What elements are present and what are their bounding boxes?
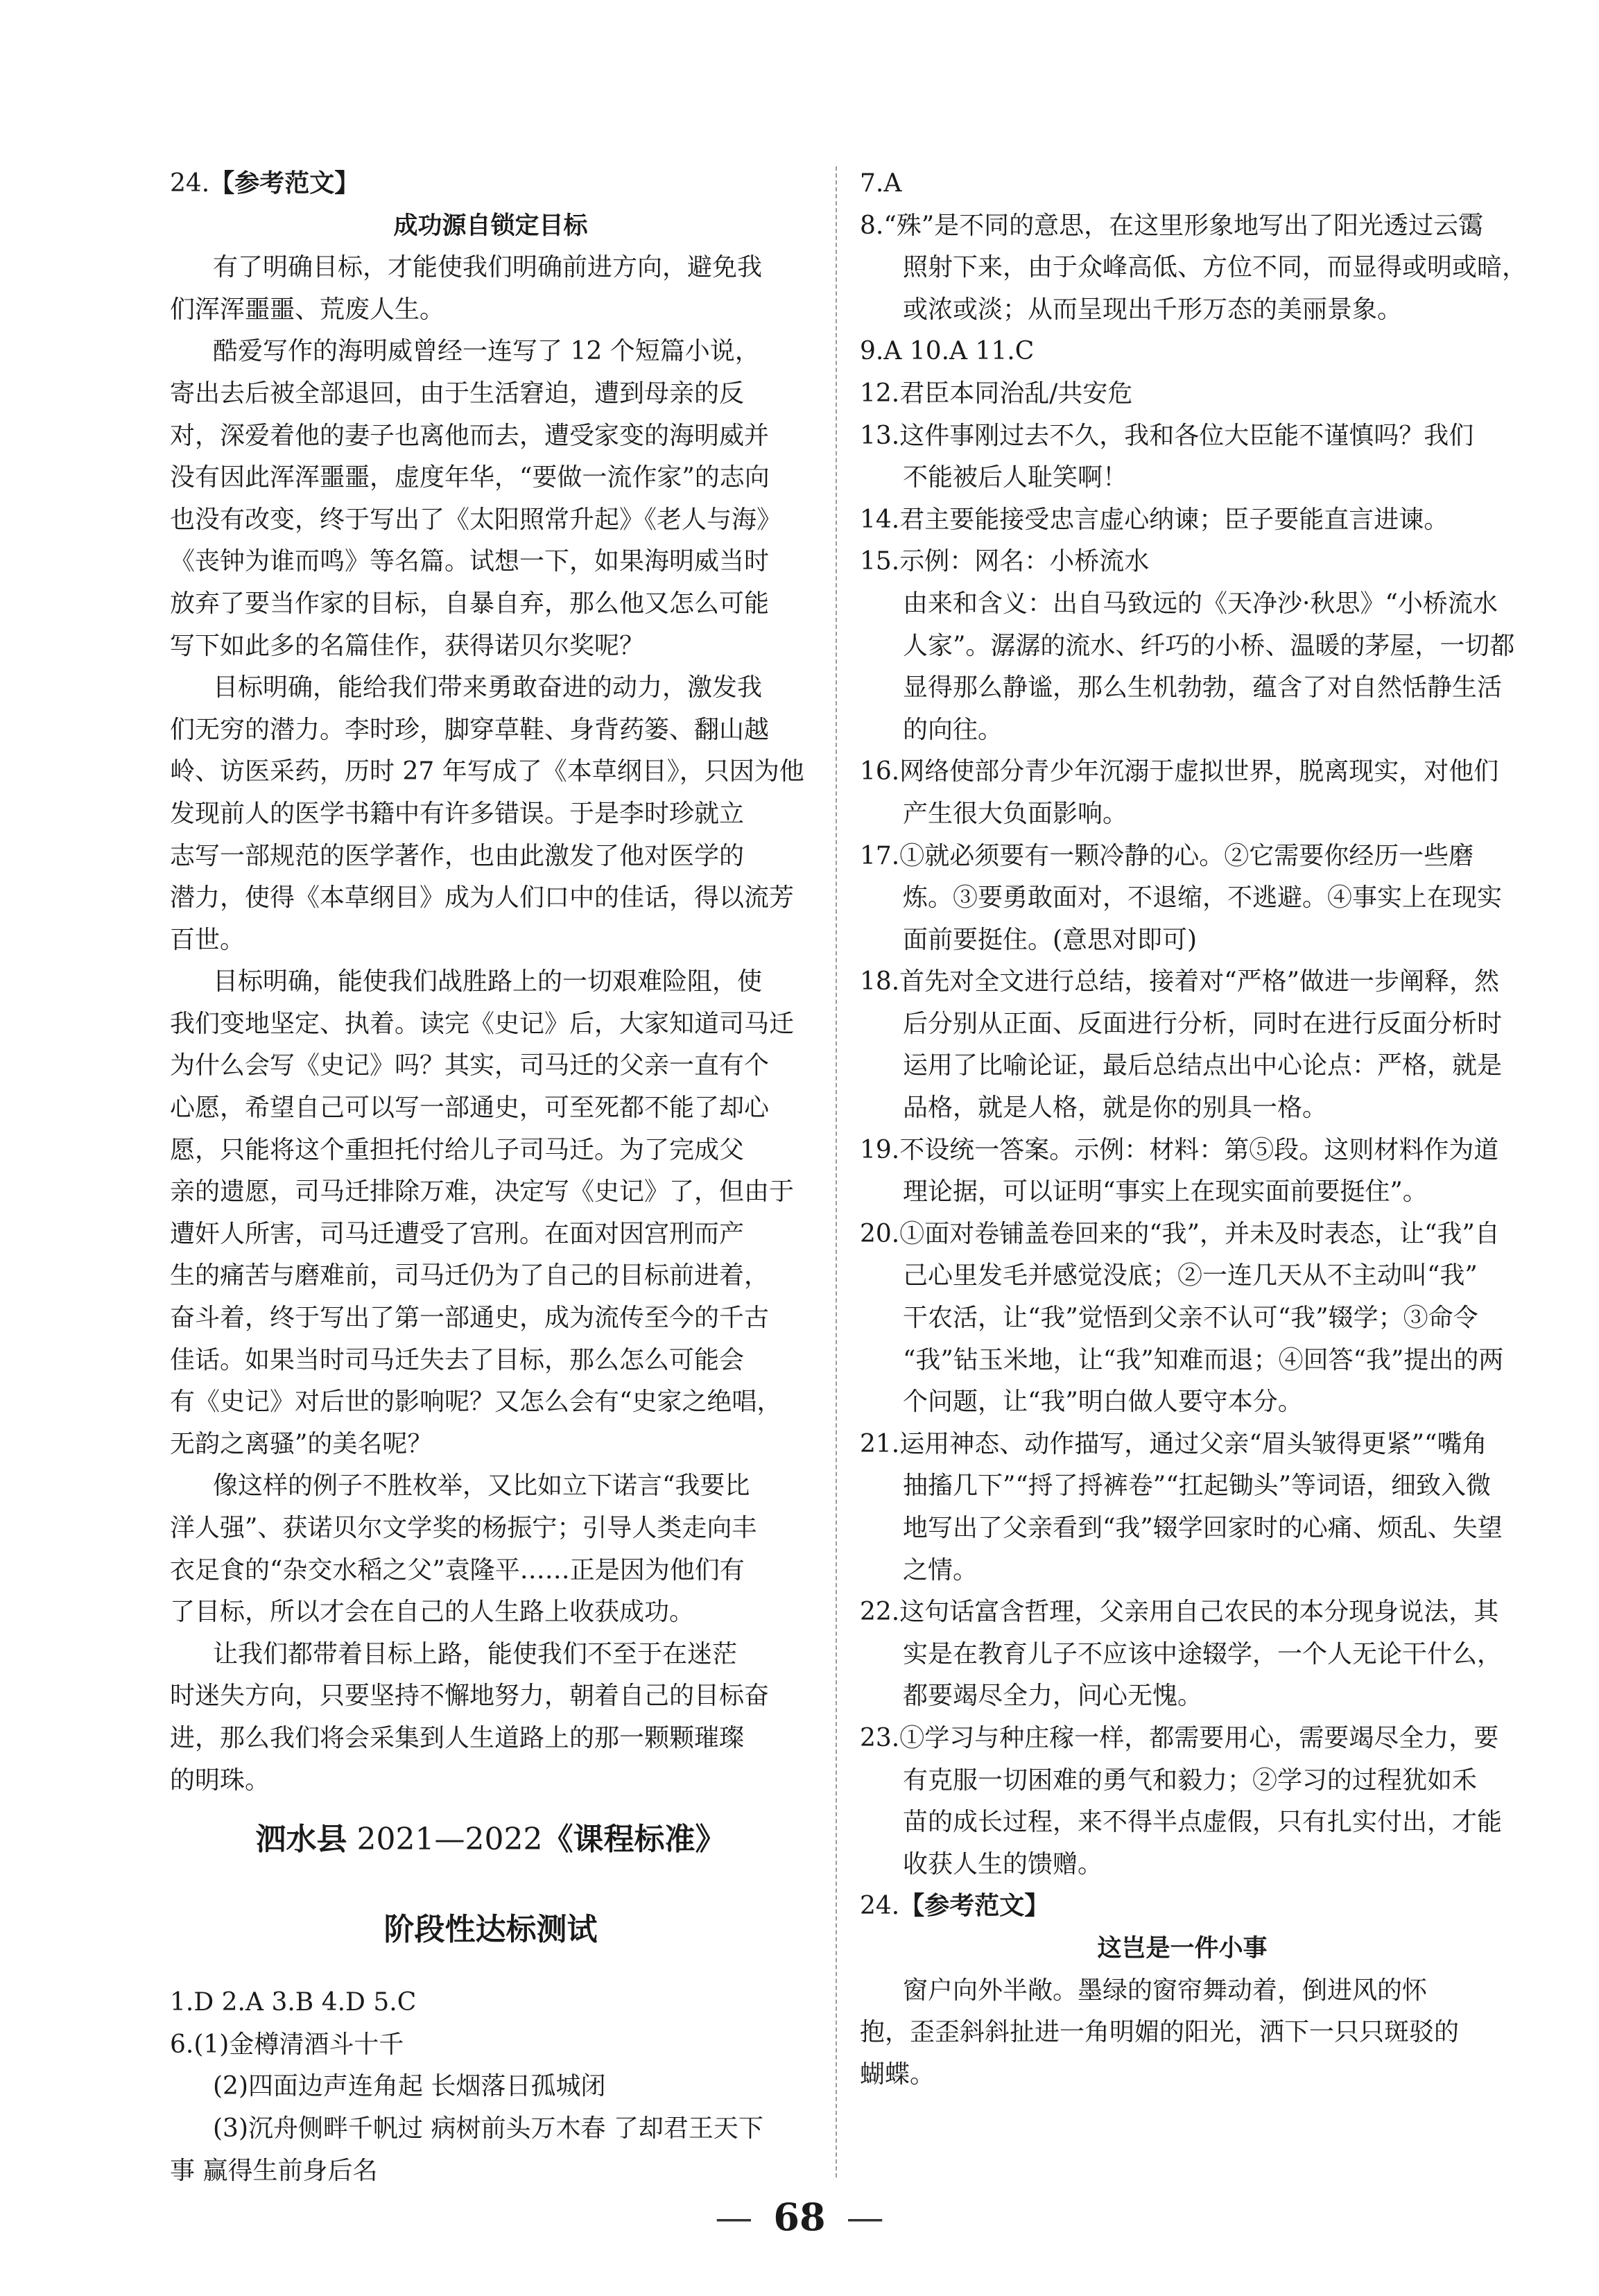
text-line: 《丧钟为谁而鸣》等名篇。试想一下，如果海明威当时 — [170, 547, 770, 576]
text-line: 窗户向外半敞。墨绿的窗帘舞动着，倒进风的怀 — [903, 1976, 1428, 2005]
answer-line: 18.首先对全文进行总结，接着对“严格”做进一步阐释，然 — [860, 967, 1500, 996]
answer-line: (2)四面边声连角起 长烟落日孤城闭 — [213, 2072, 606, 2101]
answer-line: 干农活，让“我”觉悟到父亲不认可“我”辍学；③命令 — [903, 1304, 1478, 1333]
answer-line: 理论据，可以证明“事实上在现实面前要挺住”。 — [903, 1177, 1428, 1207]
text-line: 像这样的例子不胜枚举，又比如立下诺言“我要比 — [213, 1471, 750, 1501]
text-line: 时迷失方向，只要坚持不懈地努力，朝着自己的目标奋 — [170, 1682, 770, 1711]
text-line: 目标明确，能给我们带来勇敢奋进的动力，激发我 — [213, 673, 763, 702]
answer-line: 8.“殊”是不同的意思，在这里形象地写出了阳光透过云霭 — [860, 211, 1484, 240]
essay-body — [170, 247, 811, 1802]
text-line: 目标明确，能使我们战胜路上的一切艰难险阻，使 — [213, 967, 763, 996]
text-line: 们浑浑噩噩、荒废人生。 — [170, 295, 445, 324]
question-number: 24. — [860, 1892, 900, 1921]
answer-line: 人家”。潺潺的流水、纤巧的小桥、温暖的茅屋，一切都 — [903, 631, 1515, 660]
text-line: 有《史记》对后世的影响呢？又怎么会有“史家之绝唱， — [170, 1388, 782, 1417]
answer-line: 16.网络使部分青少年沉溺于虚拟世界，脱离现实，对他们 — [860, 757, 1499, 786]
text-line: 没有因此浑浑噩噩，虚度年华，“要做一流作家”的志向 — [170, 463, 770, 492]
answer-line: 19.不设统一答案。示例：材料：第⑤段。这则材料作为道 — [860, 1135, 1499, 1164]
essay-label — [860, 1885, 1505, 1928]
answer-line: 收获人生的馈赠。 — [903, 1849, 1103, 1879]
answer-line: 后分别从正面、反面进行分析，同时在进行反面分析时 — [903, 1009, 1503, 1038]
reference-essay-tag: 【参考范文】 — [899, 1892, 1050, 1921]
answer-line: 由来和含义：出自马致远的《天净沙·秋思》“小桥流水 — [903, 589, 1498, 618]
page-number: 68 — [773, 2195, 826, 2239]
answer-line: 苗的成长过程，来不得半点虚假，只有扎实付出，才能 — [903, 1808, 1503, 1837]
answer-line: 6.(1)金樽清酒斗十千 — [170, 2030, 404, 2059]
answer-line: 9.A 10.A 11.C — [860, 337, 1035, 366]
text-line: 写下如此多的名篇佳作，获得诺贝尔奖呢？ — [170, 631, 645, 660]
answer-line: 之情。 — [903, 1555, 978, 1585]
answer-line: 15.示例：网名：小桥流水 — [860, 547, 1150, 576]
answer-line: 20.①面对卷铺盖卷回来的“我”，并未及时表态，让“我”自 — [860, 1219, 1500, 1248]
answer-line: 品格，就是人格，就是你的别具一格。 — [903, 1094, 1328, 1123]
reference-essay-tag: 【参考范文】 — [209, 169, 360, 198]
essay-label — [170, 163, 811, 205]
answer-line: (3)沉舟侧畔千帆过 病树前头万木春 了却君王天下 — [213, 2114, 763, 2143]
text-line: 抱，歪歪斜斜扯进一角明媚的阳光，洒下一只只斑驳的 — [860, 2018, 1460, 2047]
text-line: 生的痛苦与磨难前，司马迁仍为了自己的目标前进着， — [170, 1261, 770, 1291]
answer-line: 不能被后人耻笑啊！ — [903, 463, 1128, 492]
text-line: 洋人强”、获诺贝尔文学奖的杨振宁；引导人类走向丰 — [170, 1514, 757, 1542]
answer-line: 照射下来，由于众峰高低、方位不同，而显得或明或暗， — [903, 253, 1528, 282]
answer-line: 的向往。 — [903, 715, 1003, 744]
text-line: 蝴蝶。 — [860, 2060, 935, 2089]
answer-line: 有克服一切困难的勇气和毅力；②学习的过程犹如禾 — [903, 1766, 1478, 1795]
answer-line: “我”钻玉米地，让“我”知难而退；④回答“我”提出的两 — [903, 1345, 1504, 1374]
text-line: 志写一部规范的医学著作，也由此激发了他对医学的 — [170, 841, 745, 870]
text-line: 寄出去后被全部退回，由于生活窘迫，遭到母亲的反 — [170, 379, 745, 408]
text-line: 岭、访医采药，历时 27 年写成了《本草纲目》，只因为他 — [170, 757, 804, 786]
text-line: 佳话。如果当时司马迁失去了目标，那么怎么可能会 — [170, 1345, 745, 1374]
answer-line: 地写出了父亲看到“我”辍学回家时的心痛、烦乱、失望 — [903, 1514, 1503, 1542]
answer-line: 1.D 2.A 3.B 4.D 5.C — [170, 1988, 417, 2017]
text-line: 让我们都带着目标上路，能使我们不至于在迷茫 — [213, 1639, 738, 1668]
text-line: 奋斗着，终于写出了第一部通史，成为流传至今的千古 — [170, 1304, 770, 1333]
answer-line: 显得那么静谧，那么生机勃勃，蕴含了对自然恬静生活 — [903, 673, 1503, 702]
text-line: 的明珠。 — [170, 1766, 270, 1795]
answer-line: 13.这件事刚过去不久，我和各位大臣能不谨慎吗？我们 — [860, 421, 1474, 450]
right-column — [860, 163, 1528, 2096]
answer-line: 7.A — [860, 169, 902, 198]
text-line: 有了明确目标，才能使我们明确前进方向，避免我 — [213, 253, 763, 282]
page-footer: — 68 — — [715, 2195, 884, 2239]
text-line: 们无穷的潜力。李时珍，脚穿草鞋、身背药篓、翻山越 — [170, 715, 770, 744]
left-column — [170, 163, 811, 2192]
answer-line: 21.运用神态、动作描写，通过父亲“眉头皱得更紧”“嘴角 — [860, 1429, 1487, 1458]
text-line: 衣足食的“杂交水稻之父”袁隆平……正是因为他们有 — [170, 1555, 745, 1585]
text-line: 了目标，所以才会在自己的人生路上收获成功。 — [170, 1598, 695, 1627]
text-line: 无韵之离骚”的美名呢？ — [170, 1429, 433, 1458]
answer-line: 炼。③要勇敢面对，不退缩，不逃避。④事实上在现实 — [903, 883, 1503, 913]
answer-line: 22.这句话富含哲理，父亲用自己农民的本分现身说法，其 — [860, 1598, 1499, 1627]
text-line: 潜力，使得《本草纲目》成为人们口中的佳话，得以流芳 — [170, 883, 795, 913]
text-line: 愿，只能将这个重担托付给儿子司马迁。为了完成父 — [170, 1135, 745, 1164]
answer-list — [860, 163, 1528, 1885]
answer-line: 产生很大负面影响。 — [903, 799, 1128, 828]
answer-line: 运用了比喻论证，最后总结点出中心论点：严格，就是 — [903, 1051, 1503, 1080]
answer-line: 或浓或淡；从而呈现出千形万态的美丽景象。 — [903, 295, 1403, 324]
answer-line: 14.君主要能接受忠言虚心纳谏；臣子要能直言进谏。 — [860, 505, 1449, 534]
answer-line: 抽搐几下”“捋了捋裤卷”“扛起锄头”等词语，细致入微 — [903, 1471, 1492, 1501]
answer-list — [170, 1982, 811, 2192]
text-line: 为什么会写《史记》吗？其实，司马迁的父亲一直有个 — [170, 1051, 770, 1080]
text-line: 对，深爱着他的妻子也离他而去，遭受家变的海明威并 — [170, 421, 770, 450]
answer-line: 12.君臣本同治乱/共安危 — [860, 379, 1133, 408]
question-number: 24. — [170, 169, 210, 198]
column-divider — [836, 166, 837, 2177]
answer-line: 23.①学习与种庄稼一样，都需要用心，需要竭尽全力，要 — [860, 1723, 1499, 1752]
text-line: 酷爱写作的海明威曾经一连写了 12 个短篇小说， — [213, 337, 760, 366]
text-line: 亲的遗愿，司马迁排除万难，决定写《史记》了，但由于 — [170, 1177, 795, 1207]
text-line: 遭奸人所害，司马迁遭受了宫刑。在面对因宫刑而产 — [170, 1219, 745, 1248]
answer-line: 面前要挺住。(意思对即可) — [903, 925, 1198, 954]
answer-line: 都要竭尽全力，问心无愧。 — [903, 1682, 1203, 1711]
section-subtitle: 阶段性达标测试 — [383, 1912, 598, 1948]
essay-title: 这岂是一件小事 — [1097, 1934, 1268, 1962]
section-title: 泗水县 2021—2022《课程标准》 — [255, 1822, 726, 1858]
text-line: 放弃了要当作家的目标，自暴自弃，那么他又怎么可能 — [170, 589, 770, 618]
text-line: 进，那么我们将会采集到人生道路上的那一颗颗璀璨 — [170, 1723, 745, 1752]
essay-title: 成功源自锁定目标 — [393, 212, 588, 240]
text-line: 发现前人的医学书籍中有许多错误。于是李时珍就立 — [170, 799, 745, 828]
answer-line: 实是在教育儿子不应该中途辍学，一个人无论干什么， — [903, 1639, 1503, 1668]
text-line: 也没有改变，终于写出了《太阳照常升起》《老人与海》 — [170, 505, 782, 534]
answer-line: 17.①就必须要有一颗冷静的心。②它需要你经历一些磨 — [860, 841, 1474, 870]
text-line: 我们变地坚定、执着。读完《史记》后，大家知道司马迁 — [170, 1009, 795, 1038]
answer-line: 个问题，让“我”明白做人要守本分。 — [903, 1388, 1303, 1417]
essay-body — [860, 1970, 1505, 2096]
answer-line: 事 赢得生前身后名 — [170, 2156, 378, 2185]
text-line: 百世。 — [170, 925, 245, 954]
answer-line: 己心里发毛并感觉没底；②一连几天从不主动叫“我” — [903, 1261, 1478, 1291]
text-line: 心愿，希望自己可以写一部通史，可至死都不能了却心 — [170, 1094, 770, 1123]
